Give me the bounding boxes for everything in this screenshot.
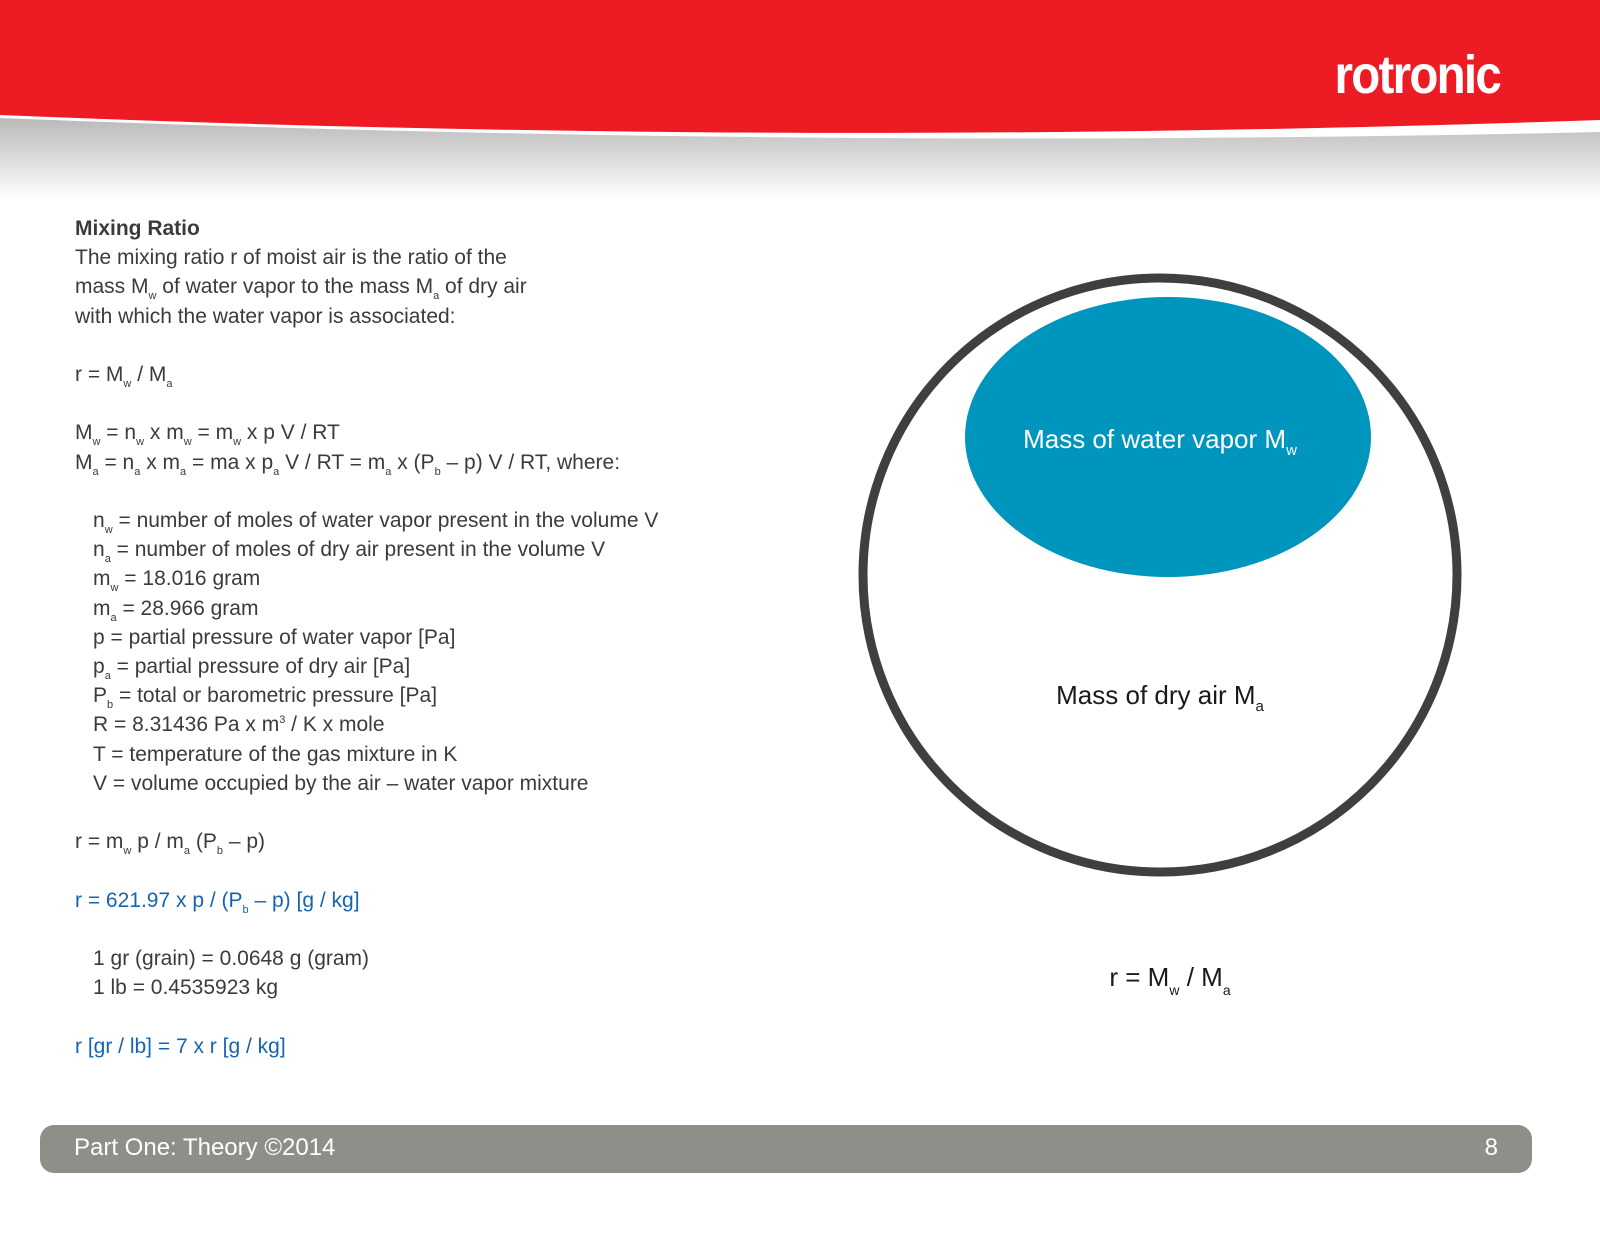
diagram-shapes (850, 272, 1470, 892)
mixing-ratio-text (75, 214, 795, 1061)
dry-air-label: Mass of dry air $M_a$ (1056, 680, 1264, 715)
definition-T: T = temperature of the gas mixture in K (93, 742, 458, 766)
intro-line: The mixing ratio r of moist air is the ratio of the (75, 246, 507, 270)
definition-pb: $P_b$ = total or barometric pressure [Pa] (93, 684, 438, 712)
footer-title: Part One: Theory ©2014 (74, 1134, 336, 1161)
definition-V: V = volume occupied by the air – water vapor mixture (93, 771, 589, 795)
definition-na: $n_a$ = number of moles of dry air present in the volume V (93, 538, 606, 566)
spacer (75, 389, 795, 418)
definition-ma: $m_a = 28.966$ gram (93, 596, 259, 624)
spacer (75, 856, 795, 885)
header-banner (0, 0, 1600, 200)
intro-line: mass $M_w$ of water vapor to the mass $M_a$ of dry air (75, 275, 527, 303)
spacer (75, 477, 795, 506)
definition-pa: $p_a$ = partial pressure of dry air [Pa] (93, 655, 411, 682)
spacer (75, 331, 795, 360)
spacer (75, 798, 795, 827)
equation-mw: $M_w = n_w$ x $m_w = m_w$ x p V / RT (75, 421, 340, 449)
equation-ma: $M_a = n_a$ x $m_a$ = ma x $p_a$ V / RT = $m_a$ x $(P_b - p)$ V / RT, where: (75, 450, 621, 478)
spacer (75, 1002, 795, 1031)
spacer (75, 915, 795, 944)
equation-r: $r = M_w / M_a$ (75, 363, 173, 390)
mixing-ratio-diagram (850, 272, 1470, 892)
diagram-formula: $r = M_w / M_a$ (1109, 962, 1231, 998)
equation-r-gkg: r = 621.97 x p / $(P_b - p)$ [g / kg] (75, 888, 360, 916)
definition-p: p = partial pressure of water vapor [Pa] (93, 625, 456, 649)
water-vapor-label: Mass of water vapor $M_w$ (1023, 424, 1297, 459)
page-number: 8 (1484, 1134, 1498, 1161)
conversion-grain: 1 gr (grain) = 0.0648 g (gram) (93, 946, 370, 970)
conversion-lb: 1 lb = 0.4535923 kg (93, 976, 279, 1000)
rotronic-logo: rotronic (1334, 45, 1500, 105)
section-title: Mixing Ratio (75, 217, 200, 240)
equation-r-moles: $r = m_w$ p / $m_a$ $(P_b - p)$ (75, 830, 266, 858)
definition-R: R = 8.31436 Pa x $m^3$ / K x mole (93, 713, 385, 737)
intro-line: with which the water vapor is associated: (75, 304, 456, 328)
definition-nw: $n_w$ = number of moles of water vapor present in the volume V (93, 508, 659, 536)
equation-r-grlb: r [gr / lb] = 7 x r [g / kg] (75, 1034, 286, 1058)
footer-bar (40, 1125, 1532, 1173)
definition-mw: $m_w = 18.016$ gram (93, 567, 261, 595)
